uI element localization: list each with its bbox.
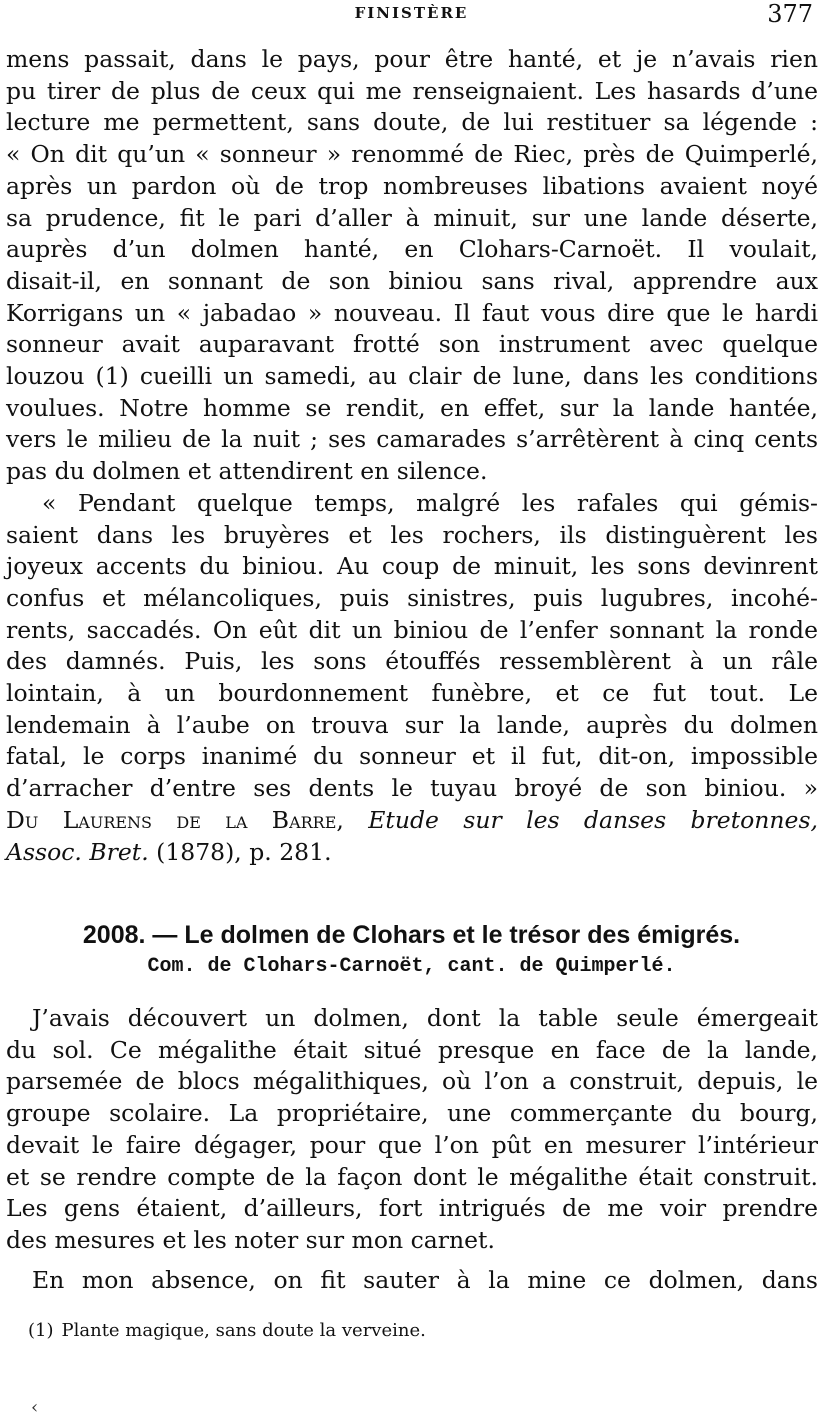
citation-journal: Assoc. Bret. bbox=[6, 837, 149, 866]
text-line: voulues. Notre homme se rendit, en effet, sur la lande hantée, bbox=[6, 393, 818, 422]
body-section-two bbox=[6, 1003, 818, 1296]
paragraph-dolmen-discovery bbox=[6, 1003, 818, 1257]
text-line: confus et mélancoliques, puis sinistres, puis lugubres, incohé- bbox=[6, 583, 818, 612]
text-line: mens passait, dans le pays, pour être hanté, et je n’avais rien bbox=[6, 45, 818, 73]
citation-line bbox=[6, 805, 818, 837]
text-line: Les gens étaient, d’ailleurs, fort intrigués de me voir prendre bbox=[6, 1194, 818, 1223]
text-line: « On dit qu’un « sonneur » renommé de Riec, près de Quimperlé, bbox=[6, 140, 818, 169]
text-line: saient dans les bruyères et les rochers, ils distinguèrent les bbox=[6, 520, 818, 549]
text-line: sa prudence, fit le pari d’aller à minuit, sur une lande déserte, bbox=[6, 203, 818, 232]
text-line: vers le milieu de la nuit ; ses camarades s’arrêtèrent à cinq cents bbox=[6, 425, 818, 454]
text-line: parsemée de blocs mégalithiques, où l’on a construit, depuis, le bbox=[6, 1067, 818, 1096]
text-line: auprès d’un dolmen hanté, en Clohars-Carnoët. Il voulait, bbox=[6, 235, 818, 264]
text-line: lointain, à un bourdonnement funèbre, et ce fut tout. Le bbox=[6, 679, 818, 708]
running-header bbox=[0, 0, 823, 28]
page-mark: ‹ bbox=[31, 1397, 39, 1418]
text-line: sonneur avait auparavant frotté son instrument avec quelque bbox=[6, 330, 818, 359]
footnote-text: Plante magique, sans doute la verveine. bbox=[61, 1320, 426, 1341]
text-line: des mesures et les noter sur mon carnet. bbox=[6, 1225, 495, 1254]
section-heading: 2008. — Le dolmen de Clohars et le trésor des émigrés. bbox=[82, 921, 741, 949]
section-subheading: Com. de Clohars-Carnoët, cant. de Quimperlé. bbox=[147, 955, 676, 978]
text-line: fatal, le corps inanimé du sonneur et il fut, dit-on, impossible bbox=[6, 742, 818, 771]
text-line: groupe scolaire. La propriétaire, une commerçante du bourg, bbox=[6, 1099, 818, 1128]
text-line: Korrigans un « jabadao » nouveau. Il faut vous dire que le hardi bbox=[6, 298, 818, 327]
footnote-number: (1) bbox=[28, 1320, 54, 1341]
text-line: des damnés. Puis, les sons étouffés ressemblèrent à un râle bbox=[6, 647, 818, 676]
text-line: devait le faire dégager, pour que l’on pût en mesurer l’intérieur bbox=[6, 1130, 818, 1159]
text-line: lendemain à l’aube on trouva sur la lande, auprès du dolmen bbox=[6, 710, 818, 739]
text-line: pu tirer de plus de ceux qui me renseignaient. Les hasards d’une bbox=[6, 76, 818, 105]
text-line: disait-il, en sonnant de son biniou sans rival, apprendre aux bbox=[6, 266, 818, 295]
citation-rest: (1878), p. 281. bbox=[156, 837, 332, 866]
text-line: louzou (1) cueilli un samedi, au clair de lune, dans les conditions bbox=[6, 362, 818, 391]
text-line: après un pardon où de trop nombreuses libations avaient noyé bbox=[6, 171, 818, 200]
text-line: En mon absence, on fit sauter à la mine ce dolmen, dans bbox=[32, 1265, 818, 1294]
citation-line bbox=[6, 837, 818, 869]
page-number: 377 bbox=[767, 0, 813, 28]
paragraph-dolmen-destroyed bbox=[6, 1265, 818, 1297]
footnote bbox=[28, 1320, 788, 1341]
citation-title: Etude sur les danses bretonnes, bbox=[368, 805, 818, 834]
text-line: joyeux accents du biniou. Au coup de minuit, les sons devinrent bbox=[6, 552, 818, 581]
text-line: du sol. Ce mégalithe était situé presque en face de la lande, bbox=[6, 1035, 818, 1064]
body-section-one bbox=[6, 44, 818, 868]
paragraph-legend-intro bbox=[6, 44, 818, 488]
text-line: « Pendant quelque temps, malgré les rafales qui gémis- bbox=[42, 488, 818, 517]
running-title: FINISTÈRE bbox=[354, 4, 469, 22]
text-line: rents, saccadés. On eût dit un biniou de l’enfer sonnant la ronde bbox=[6, 615, 818, 644]
text-line: et se rendre compte de la façon dont le mégalithe était construit. bbox=[6, 1162, 818, 1191]
citation-author: Du Laurens de la Barre, bbox=[6, 805, 344, 834]
text-line: pas du dolmen et attendirent en silence. bbox=[6, 457, 488, 486]
paragraph-legend-story bbox=[6, 488, 818, 868]
text-line: d’arracher d’entre ses dents le tuyau broyé de son biniou. » bbox=[6, 774, 818, 803]
text-line: J’avais découvert un dolmen, dont la table seule émergeait bbox=[32, 1004, 818, 1032]
text-line: lecture me permettent, sans doute, de lui restituer sa légende : bbox=[6, 108, 818, 137]
